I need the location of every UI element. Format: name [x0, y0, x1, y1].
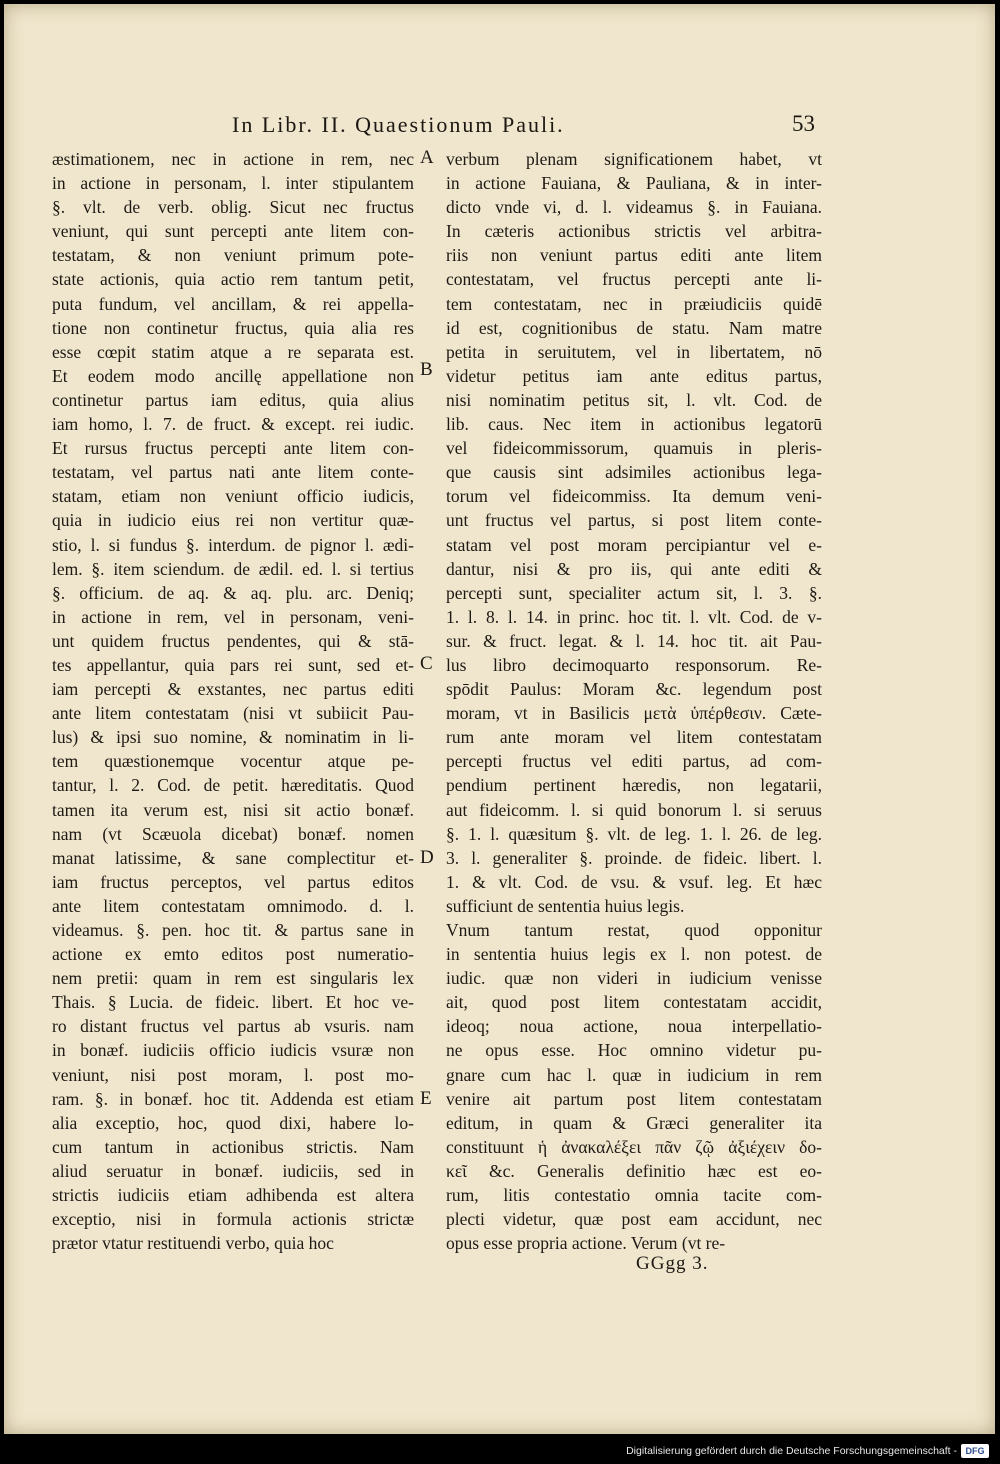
text-line: vel fideicommissorum, quamuis in pleris-: [446, 438, 822, 459]
text-line: gnare cum hac l. quæ in iudicium in rem: [446, 1064, 822, 1085]
text-line: constituunt ἡ ἀνακαλέξει πᾶν ζῷ ἀξιέχειν δο-: [446, 1136, 822, 1157]
margin-letter-c: C: [420, 653, 433, 674]
text-line: plecti videtur, quæ post eam accidunt, nec: [446, 1209, 822, 1230]
margin-letter-b: B: [420, 359, 433, 380]
text-line: tamen ita verum est, nisi sit actio bonæf.: [52, 799, 414, 820]
text-line: dicto vnde vi, d. l. videamus §. in Fauiana.: [446, 197, 822, 218]
text-line: tem quæstionemque vocentur atque pe-: [52, 751, 414, 772]
text-line: sur. & fruct. legat. & l. 14. hoc tit. ait Pau-: [446, 630, 822, 651]
text-line: nam (vt Scæuola dicebat) bonæf. nomen: [52, 823, 414, 844]
text-line: pendium pertinent hæredis, non legatarii,: [446, 775, 822, 796]
text-line: editum, in quam & Græci generaliter ita: [446, 1112, 822, 1133]
text-line: puta fundum, vel ancillam, & rei appella-: [52, 293, 414, 314]
text-line: in actione in rem, vel in personam, veni-: [52, 606, 414, 627]
text-line: strictis iudiciis etiam adhibenda est altera: [52, 1185, 414, 1206]
text-line: verbum plenam significationem habet, vt: [446, 149, 822, 169]
text-line: actione ex emto editos post numeratio-: [52, 944, 414, 965]
text-line: tantur, l. 2. Cod. de petit. hæreditatis. Quod: [52, 775, 414, 796]
text-line: Et eodem modo ancillę appellatione non: [52, 365, 414, 386]
text-line: state actionis, quia actio rem tantum petit,: [52, 269, 414, 290]
text-line: petita in seruitutem, vel in libertatem, nō: [446, 341, 822, 362]
text-line: exceptio, nisi in formula actionis strictæ: [52, 1209, 414, 1230]
margin-letter-a: A: [420, 147, 434, 168]
text-line: manat latissime, & sane complectitur et-: [52, 847, 414, 868]
text-line: §. 1. l. quæsitum §. vlt. de leg. 1. l. 26. de leg.: [446, 823, 822, 844]
text-line: contestatam, vel fructus percepti ante li-: [446, 269, 822, 290]
text-line: §. officium. de aq. & aq. plu. arc. Deniq;: [52, 582, 414, 603]
text-line: iam fructus perceptos, vel partus editos: [52, 871, 414, 892]
text-line: ante litem contestatam (nisi vt subiicit Pau-: [52, 703, 414, 724]
text-line: percepti sunt, specialiter actum sit, l. 3. §.: [446, 582, 822, 603]
text-line: in actione Fauiana, & Pauliana, & in inter-: [446, 173, 822, 194]
text-line: 1. & vlt. Cod. de vsu. & vsuf. leg. Et hæc: [446, 871, 822, 892]
book-page: [4, 4, 995, 1434]
text-line: aut fideicomm. l. si quid bonorum l. si seruus: [446, 799, 822, 820]
text-line: veniunt, nisi post moram, l. post mo-: [52, 1064, 414, 1085]
text-line: in bonæf. iudiciis officio iudicis vsuræ non: [52, 1040, 414, 1061]
text-line: In cæteris actionibus strictis vel arbitra-: [446, 221, 822, 242]
text-line: tem contestatam, nec in præiudiciis quidē: [446, 293, 822, 314]
text-line: Thais. § Lucia. de fideic. libert. Et hoc ve-: [52, 992, 414, 1013]
text-line: 3. l. generaliter §. proinde. de fideic. libert. l.: [446, 847, 822, 868]
text-line: que causis sint adsimiles actionibus lega-: [446, 462, 822, 483]
text-line: §. vlt. de verb. oblig. Sicut nec fructus: [52, 197, 414, 218]
text-line: riis non veniunt partus editi ante litem: [446, 245, 822, 266]
text-line: æstimationem, nec in actione in rem, nec: [52, 149, 414, 169]
left-text-column: [52, 147, 414, 1255]
text-line: id est, cognitionibus de statu. Nam matre: [446, 317, 822, 338]
text-line: in sententia huius legis ex l. non potest. de: [446, 944, 822, 965]
text-line: lus) & ipsi suo nomine, & nominatim in li-: [52, 727, 414, 748]
text-line: statam vel post moram percipiantur vel e-: [446, 534, 822, 555]
text-line: dantur, nisi & pro iis, qui ante editi &: [446, 558, 822, 579]
text-line: alia exceptio, hoc, quod dixi, habere lo-: [52, 1112, 414, 1133]
text-line: ideoq; noua actione, noua interpellatio-: [446, 1016, 822, 1037]
text-line: lem. §. item sciendum. de ædil. ed. l. si tertius: [52, 558, 414, 579]
text-line: percepti fructus vel editi partus, ad com-: [446, 751, 822, 772]
text-line: ne opus esse. Hoc omnino videtur pu-: [446, 1040, 822, 1061]
text-line: continetur partus iam editus, quia alius: [52, 389, 414, 410]
text-line: tes appellantur, quia pars rei sunt, sed et-: [52, 654, 414, 675]
text-line: videamus. §. pen. hoc tit. & partus sane in: [52, 920, 414, 940]
text-line: tione non continetur fructus, quia alia res: [52, 317, 414, 338]
text-line: nisi nominatim petitus sit, l. vlt. Cod. de: [446, 389, 822, 410]
text-line: esse cœpit statim atque a re separata est.: [52, 341, 414, 362]
text-line: venire ait partum post litem contestatam: [446, 1088, 822, 1109]
text-line: sufficiunt de sententia huius legis.: [446, 895, 685, 916]
text-line: iam percepti & exstantes, nec partus editi: [52, 679, 414, 700]
dfg-logo-icon: DFG: [961, 1444, 989, 1458]
right-text-column: [446, 147, 822, 1255]
text-line: nem pretii: quam in rem est singularis lex: [52, 968, 414, 989]
text-line: in actione in personam, l. inter stipulantem: [52, 173, 414, 194]
text-line: moram, vt in Basilicis μετὰ ὑπέρθεσιν. Cæte-: [446, 703, 822, 724]
text-line: spōdit Paulus: Moram &c. legendum post: [446, 679, 822, 700]
text-line: videtur petitus iam ante editus partus,: [446, 365, 822, 386]
text-line: Vnum tantum restat, quod opponitur: [446, 920, 822, 940]
text-line: κεῖ &c. Generalis definitio hæc est eo-: [446, 1160, 822, 1181]
text-line: rum, litis contestatio omnia tacite com-: [446, 1185, 822, 1206]
text-line: aliud seruatur in bonæf. iudiciis, sed in: [52, 1160, 414, 1181]
text-line: iudic. quæ non videri in iudicium venisse: [446, 968, 822, 989]
text-line: opus esse propria actione. Verum (vt re-: [446, 1233, 726, 1254]
text-line: 1. l. 8. l. 14. in princ. hoc tit. l. vlt. Cod. de v-: [446, 606, 822, 627]
text-line: unt fructus vel partus, si post litem conte-: [446, 510, 822, 531]
text-line: ro distant fructus vel partus ab vsuris. nam: [52, 1016, 414, 1037]
funding-credit: Digitalisierung gefördert durch die Deutsche Forschungsgemeinschaft -: [626, 1445, 957, 1457]
page-number: 53: [792, 111, 815, 136]
text-line: lus libro decimoquarto responsorum. Re-: [446, 654, 822, 675]
text-line: lib. caus. Nec item in actionibus legatorū: [446, 414, 822, 435]
text-line: Et rursus fructus percepti ante litem con-: [52, 438, 414, 459]
text-line: stio, l. si fundus §. interdum. de pignor l. ædi-: [52, 534, 414, 555]
text-line: quia in iudicio eius rei non vertitur quæ-: [52, 510, 414, 531]
text-line: testatam, vel partus nati ante litem conte-: [52, 462, 414, 483]
text-line: prætor vtatur restituendi verbo, quia hoc: [52, 1233, 334, 1254]
text-line: testatam, & non veniunt primum pote-: [52, 245, 414, 266]
text-line: torum vel fideicommiss. Ita demum veni-: [446, 486, 822, 507]
text-line: rum ante moram vel litem contestatam: [446, 727, 822, 748]
text-line: ante litem contestatam omnimodo. d. l.: [52, 895, 414, 916]
text-line: veniunt, qui sunt percepti ante litem con-: [52, 221, 414, 242]
signature-mark: GGgg 3.: [636, 1253, 709, 1274]
margin-letter-d: D: [420, 847, 434, 868]
text-line: cum tantum in actionibus strictis. Nam: [52, 1136, 414, 1157]
running-title: In Libr. II. Quaestionum Pauli.: [232, 112, 565, 137]
text-line: iam homo, l. 7. de fruct. & except. rei iudic.: [52, 414, 414, 435]
margin-letter-e: E: [420, 1088, 432, 1109]
text-line: ait, quod post litem contestatam accidit,: [446, 992, 822, 1013]
text-line: ram. §. in bonæf. hoc tit. Addenda est etiam: [52, 1088, 414, 1109]
footer-bar: [0, 1443, 993, 1461]
text-line: statam, etiam non veniunt officio iudicis,: [52, 486, 414, 507]
text-line: unt quidem fructus pendentes, qui & stā-: [52, 630, 414, 651]
